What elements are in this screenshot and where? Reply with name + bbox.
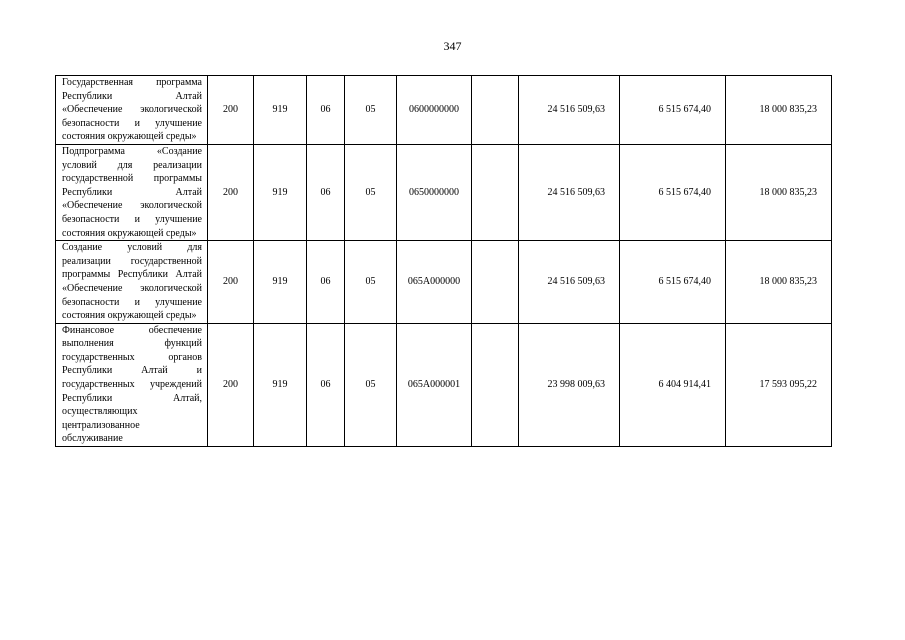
amount-3-cell: 18 000 835,23 (726, 76, 832, 145)
ministry-code-cell: 919 (254, 76, 307, 145)
target-article-cell: 065А000001 (397, 323, 472, 446)
table-row (56, 323, 832, 446)
subsection-code-cell: 05 (345, 76, 397, 145)
program-name-cell: Государственная программа Республики Алтай «Обеспечение экологической безопасности и улучшение состояния окружающей среды» (56, 76, 208, 145)
expense-type-cell (472, 323, 519, 446)
amount-3-cell: 18 000 835,23 (726, 241, 832, 324)
ministry-code-cell: 919 (254, 323, 307, 446)
amount-total-cell: 24 516 509,63 (519, 241, 620, 324)
admin-code-cell: 200 (208, 144, 254, 240)
amount-2-cell: 6 515 674,40 (620, 76, 726, 145)
program-name-cell: Финансовое обеспечение выполнения функций государственных органов Республики Алтай и государственных учреждений Республики Алтай, осуществляющих централизованное обслуживание (56, 323, 208, 446)
section-code-cell: 06 (307, 323, 345, 446)
amount-3-cell: 17 593 095,22 (726, 323, 832, 446)
subsection-code-cell: 05 (345, 323, 397, 446)
admin-code-cell: 200 (208, 241, 254, 324)
table-row (56, 76, 832, 145)
budget-table (55, 75, 832, 447)
amount-2-cell: 6 515 674,40 (620, 144, 726, 240)
page-number: 347 (443, 39, 462, 53)
program-name-cell: Создание условий для реализации государственной программы Республики Алтай «Обеспечение экологической безопасности и улучшение состояния окружающей среды» (56, 241, 208, 324)
section-code-cell: 06 (307, 76, 345, 145)
target-article-cell: 0650000000 (397, 144, 472, 240)
amount-total-cell: 23 998 009,63 (519, 323, 620, 446)
section-code-cell: 06 (307, 241, 345, 324)
target-article-cell: 065А000000 (397, 241, 472, 324)
amount-total-cell: 24 516 509,63 (519, 144, 620, 240)
amount-3-cell: 18 000 835,23 (726, 144, 832, 240)
admin-code-cell: 200 (208, 76, 254, 145)
ministry-code-cell: 919 (254, 241, 307, 324)
subsection-code-cell: 05 (345, 241, 397, 324)
amount-2-cell: 6 515 674,40 (620, 241, 726, 324)
amount-total-cell: 24 516 509,63 (519, 76, 620, 145)
program-name-cell: Подпрограмма «Создание условий для реализации государственной программы Республики Алтай «Обеспечение экологической безопасности и улучшение состояния окружающей среды» (56, 144, 208, 240)
expense-type-cell (472, 241, 519, 324)
expense-type-cell (472, 76, 519, 145)
admin-code-cell: 200 (208, 323, 254, 446)
ministry-code-cell: 919 (254, 144, 307, 240)
subsection-code-cell: 05 (345, 144, 397, 240)
section-code-cell: 06 (307, 144, 345, 240)
table-row (56, 144, 832, 240)
expense-type-cell (472, 144, 519, 240)
table-row (56, 241, 832, 324)
amount-2-cell: 6 404 914,41 (620, 323, 726, 446)
target-article-cell: 0600000000 (397, 76, 472, 145)
